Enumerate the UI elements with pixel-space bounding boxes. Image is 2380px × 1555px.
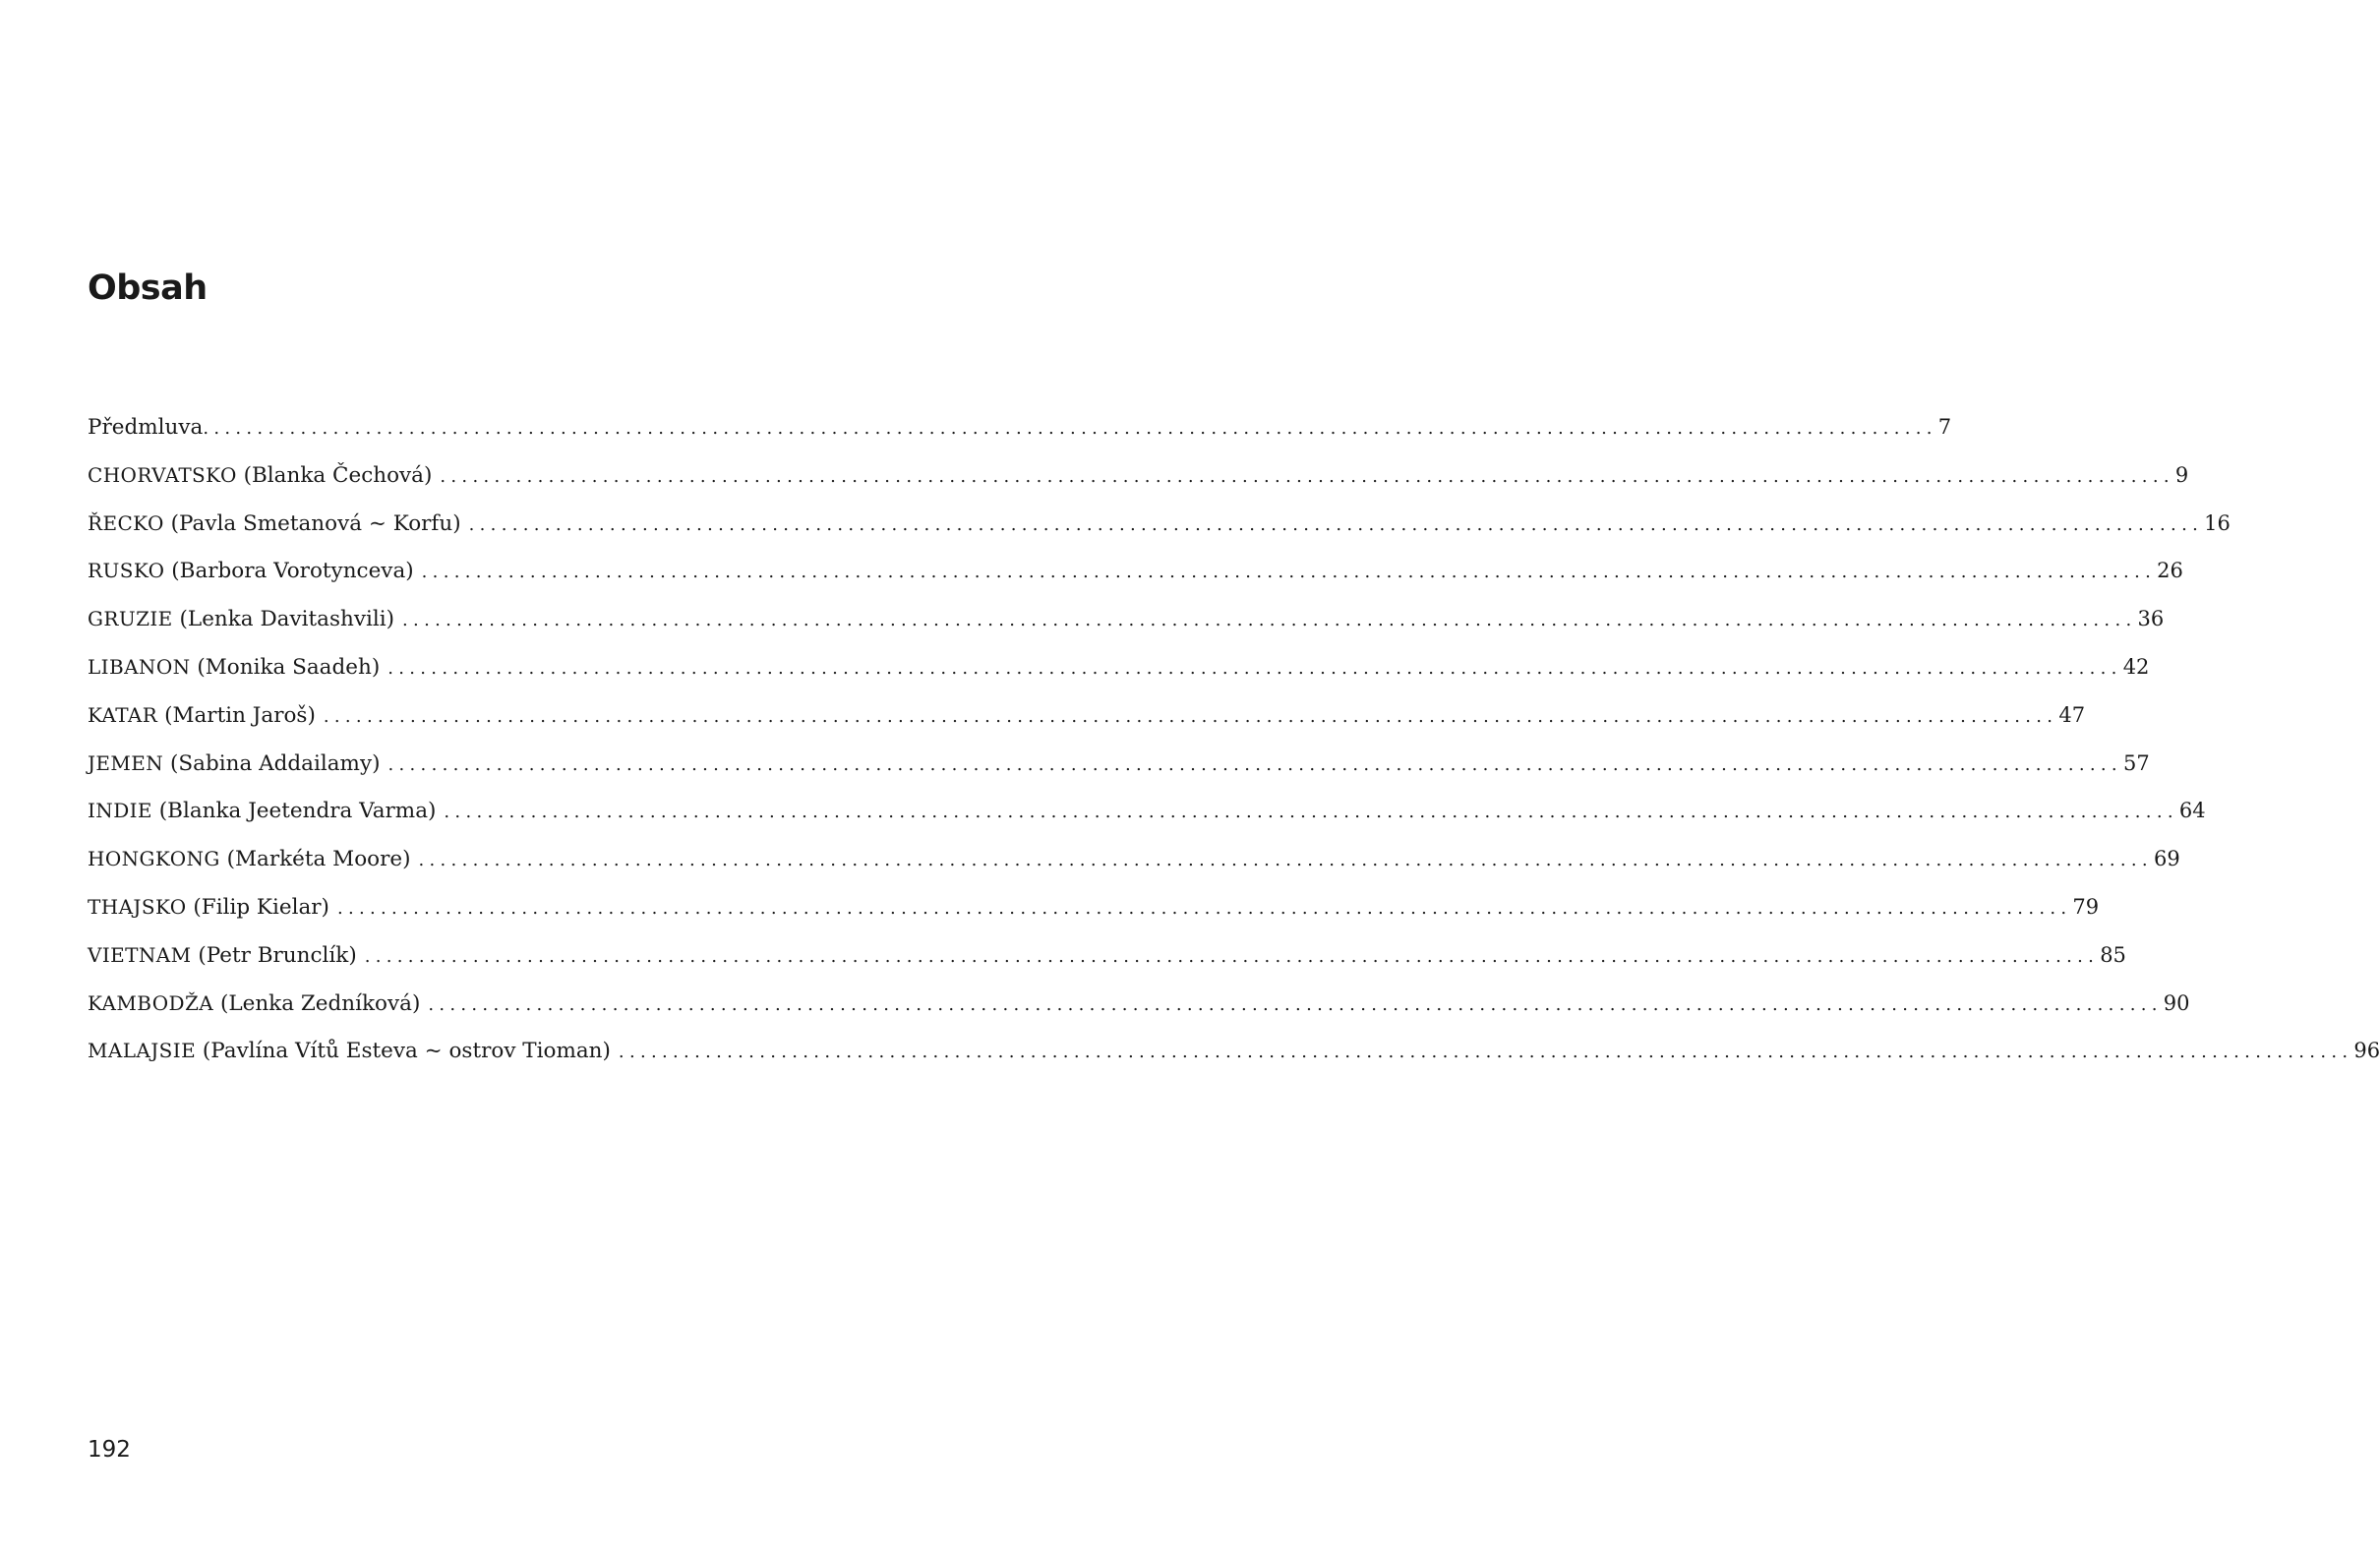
toc-entry-label <box>88 459 432 492</box>
toc-entry-detail: Předmluva <box>88 415 204 440</box>
toc-entry <box>88 1035 2380 1083</box>
toc-entry-label <box>88 508 461 540</box>
toc-entry-detail: (Blanka Čechová) <box>243 462 433 488</box>
toc-entry-label <box>88 412 203 444</box>
toc-entry-country: RUSKO <box>88 559 165 583</box>
toc-entry <box>88 891 2100 939</box>
page-number: 192 <box>88 1437 131 1463</box>
toc-entry-page: 16 <box>2204 510 2231 535</box>
toc-entry-country: JEMEN <box>88 750 164 775</box>
toc-dot-leader: ................................................................................................................................................................ <box>421 562 2157 583</box>
toc-entry-page: 47 <box>2058 702 2086 727</box>
toc-entry <box>88 748 2150 796</box>
toc-entry-label <box>88 843 410 875</box>
toc-entry-page: 26 <box>2157 559 2183 583</box>
toc-dot-leader: ................................................................................................................................................................ <box>336 897 2072 919</box>
toc-entry-label <box>88 939 357 972</box>
toc-entry-page: 64 <box>2178 799 2206 823</box>
toc-dot-leader: ................................................................................................................................................................ <box>440 465 2174 487</box>
toc-dot-leader: ................................................................................................................................................................ <box>203 418 1937 439</box>
toc-entry-detail: (Pavla Smetanová ~ Korfu) <box>170 510 461 536</box>
table-of-contents <box>88 411 2380 1083</box>
toc-entry-label <box>88 699 316 732</box>
toc-entry-country: MALAJSIE <box>88 1039 197 1063</box>
toc-entry <box>88 555 2183 603</box>
toc-entry <box>88 508 2231 556</box>
toc-entry-page: 79 <box>2072 894 2100 919</box>
toc-entry-page: 57 <box>2122 750 2150 775</box>
toc-entry <box>88 651 2150 699</box>
toc-entry-label <box>88 555 414 587</box>
toc-entry-detail: (Martin Jaroš) <box>164 702 316 728</box>
toc-entry-country: ŘECKO <box>88 510 164 535</box>
toc-entry-country: KATAR <box>88 702 158 727</box>
toc-entry-detail: (Lenka Davitashvili) <box>179 607 395 632</box>
toc-entry-country: HONGKONG <box>88 847 220 871</box>
toc-entry-detail: (Petr Brunclík) <box>198 942 357 968</box>
toc-entry-detail: (Pavlína Vítů Esteva ~ ostrov Tioman) <box>202 1039 611 1064</box>
toc-entry-country: VIETNAM <box>88 942 192 967</box>
toc-entry-detail: (Markéta Moore) <box>226 847 411 872</box>
toc-dot-leader: ................................................................................................................................................................ <box>428 993 2163 1015</box>
page-title: Obsah <box>88 269 208 308</box>
toc-entry-detail: (Filip Kielar) <box>193 894 329 920</box>
toc-entry <box>88 843 2180 891</box>
toc-entry-country: CHORVATSKO <box>88 462 237 487</box>
toc-entry-page: 90 <box>2163 990 2190 1015</box>
toc-entry-label <box>88 603 394 635</box>
toc-entry-label <box>88 987 420 1020</box>
toc-entry-detail: (Monika Saadeh) <box>197 654 381 680</box>
toc-entry-label <box>88 1035 611 1067</box>
toc-entry <box>88 411 1952 459</box>
toc-entry-country: THAJSKO <box>88 894 187 919</box>
toc-entry-detail: (Barbora Vorotynceva) <box>171 559 414 584</box>
toc-dot-leader: ................................................................................................................................................................ <box>323 705 2058 727</box>
toc-entry <box>88 987 2190 1036</box>
toc-entry-country: INDIE <box>88 799 152 823</box>
toc-entry-country: GRUZIE <box>88 607 173 631</box>
toc-entry <box>88 699 2086 748</box>
toc-entry-label <box>88 891 329 924</box>
toc-entry <box>88 795 2206 843</box>
toc-dot-leader: ................................................................................................................................................................ <box>402 610 2137 631</box>
toc-dot-leader: ................................................................................................................................................................ <box>364 945 2100 967</box>
toc-dot-leader: ................................................................................................................................................................ <box>387 657 2122 679</box>
toc-entry-country: KAMBODŽA <box>88 990 214 1015</box>
toc-entry-label <box>88 748 380 780</box>
toc-dot-leader: ................................................................................................................................................................ <box>387 753 2122 775</box>
toc-entry <box>88 459 2189 508</box>
toc-entry-page: 96 <box>2353 1039 2380 1063</box>
toc-entry-page: 7 <box>1937 415 1952 439</box>
toc-entry-page: 9 <box>2174 462 2189 487</box>
toc-entry-page: 69 <box>2153 847 2180 871</box>
toc-entry <box>88 939 2126 987</box>
toc-entry <box>88 603 2165 651</box>
toc-entry-page: 42 <box>2122 654 2150 679</box>
toc-entry-country: LIBANON <box>88 654 191 679</box>
toc-dot-leader: ................................................................................................................................................................ <box>618 1042 2353 1063</box>
toc-entry-detail: (Sabina Addailamy) <box>170 750 381 776</box>
toc-dot-leader: ................................................................................................................................................................ <box>468 513 2204 535</box>
toc-entry-detail: (Lenka Zedníková) <box>219 990 421 1016</box>
toc-entry-label <box>88 651 380 684</box>
toc-entry-label <box>88 795 436 827</box>
toc-entry-detail: (Blanka Jeetendra Varma) <box>158 799 437 824</box>
toc-dot-leader: ................................................................................................................................................................ <box>444 802 2178 823</box>
toc-entry-page: 36 <box>2137 607 2165 631</box>
toc-dot-leader: ................................................................................................................................................................ <box>418 850 2153 871</box>
toc-entry-page: 85 <box>2100 942 2126 967</box>
